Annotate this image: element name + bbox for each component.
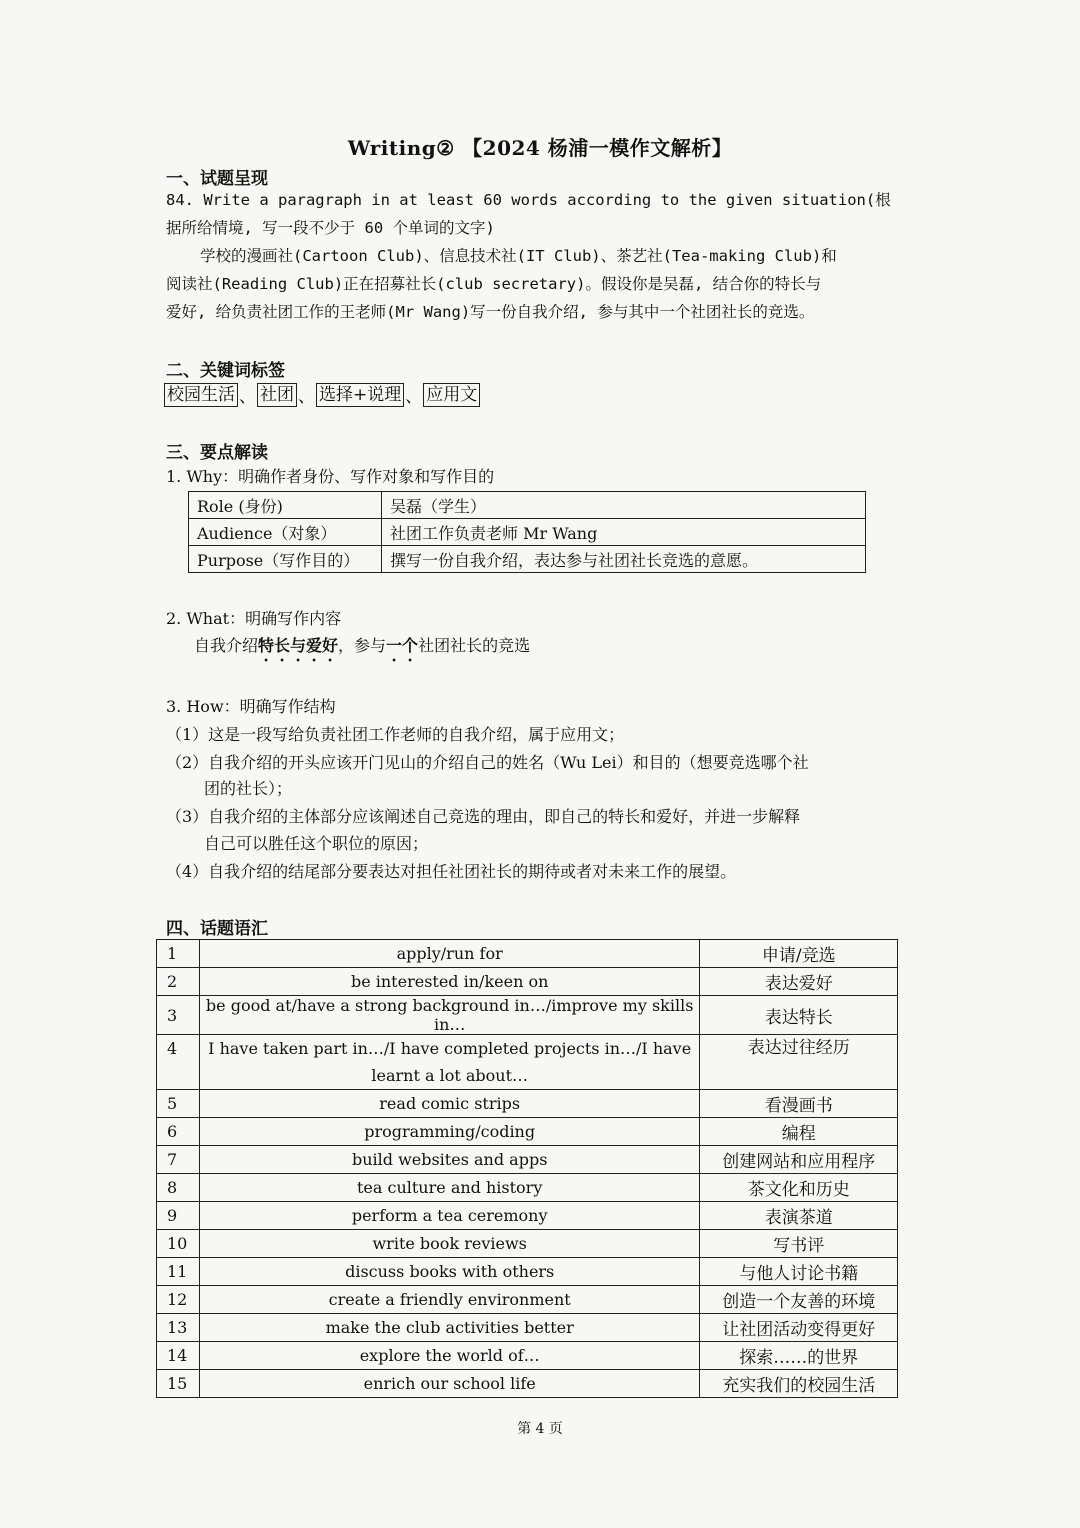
tag-separator: 、 <box>239 387 256 407</box>
table-row <box>157 1286 898 1314</box>
table-cell: Audience（对象） <box>189 519 382 546</box>
table-row <box>157 1230 898 1258</box>
row-number: 7 <box>157 1146 200 1174</box>
table-row <box>157 1258 898 1286</box>
table-cell: 撰写一份自我介绍，表达参与社团社长竞选的意愿。 <box>382 546 866 573</box>
prompt-line-3: 学校的漫画社(Cartoon Club)、信息技术社(IT Club)、茶艺社(Tea-making Club)和 <box>200 247 837 265</box>
prompt-line-1: 84. Write a paragraph in at least 60 words according to the given situation(根 <box>166 191 891 209</box>
row-number: 8 <box>157 1174 200 1202</box>
table-row <box>157 1202 898 1230</box>
how-item-cont: 团的社长）； <box>204 779 293 798</box>
chinese-meaning: 创建网站和应用程序 <box>700 1146 898 1174</box>
how-item: （1）这是一段写给负责社团工作老师的自我介绍，属于应用文； <box>166 725 625 744</box>
how-item: （4）自我介绍的结尾部分要表达对担任社团社长的期待或者对未来工作的展望。 <box>166 862 737 881</box>
row-number: 2 <box>157 968 200 996</box>
row-number: 3 <box>157 996 200 1035</box>
prompt-line-4: 阅读社(Reading Club)正在招募社长(club secretary)。假设你是吴磊, 结合你的特长与 <box>166 275 822 293</box>
chinese-meaning: 让社团活动变得更好 <box>700 1314 898 1342</box>
table-row <box>157 996 898 1035</box>
what-text-part: 社团社长的竞选 <box>418 636 531 655</box>
chinese-meaning: 申请/竞选 <box>700 940 898 968</box>
row-number: 12 <box>157 1286 200 1314</box>
how-item: （3）自我介绍的主体部分应该阐述自己竞选的理由，即自己的特长和爱好，并进一步解释 <box>166 807 801 826</box>
row-number: 11 <box>157 1258 200 1286</box>
table-row <box>157 1174 898 1202</box>
why-table <box>188 491 866 573</box>
english-phrase: tea culture and history <box>199 1174 700 1202</box>
english-phrase: build websites and apps <box>199 1146 700 1174</box>
chinese-meaning: 充实我们的校园生活 <box>700 1370 898 1398</box>
how-item-cont: 自己可以胜任这个职位的原因； <box>204 834 429 853</box>
chinese-meaning: 看漫画书 <box>700 1090 898 1118</box>
english-phrase: be good at/have a strong background in…/improve my skills in… <box>199 996 700 1035</box>
keyword-tags <box>164 382 480 407</box>
chinese-meaning: 茶文化和历史 <box>700 1174 898 1202</box>
chinese-meaning: 编程 <box>700 1118 898 1146</box>
page-number: 第 4 页 <box>517 1421 563 1437</box>
chinese-meaning: 表演茶道 <box>700 1202 898 1230</box>
table-row <box>189 492 866 519</box>
prompt-line-5: 爱好, 给负责社团工作的王老师(Mr Wang)写一份自我介绍, 参与其中一个社团社长的竞选。 <box>166 303 815 321</box>
row-number: 4 <box>157 1035 200 1090</box>
table-row <box>157 1146 898 1174</box>
table-cell: 社团工作负责老师 Mr Wang <box>382 519 866 546</box>
table-row <box>157 940 898 968</box>
tag-separator: 、 <box>405 387 423 407</box>
table-row <box>157 1314 898 1342</box>
why-heading: 1. Why：明确作者身份、写作对象和写作目的 <box>166 467 495 486</box>
row-number: 1 <box>157 940 200 968</box>
how-item: （2）自我介绍的开头应该开门见山的介绍自己的姓名（Wu Lei）和目的（想要竞选哪个社 <box>166 753 809 772</box>
table-cell: Role (身份) <box>189 492 382 519</box>
chinese-meaning: 表达过往经历 <box>700 1035 898 1090</box>
what-heading: 2. What：明确写作内容 <box>166 609 342 628</box>
english-phrase: read comic strips <box>199 1090 700 1118</box>
table-row <box>157 1035 898 1090</box>
row-number: 9 <box>157 1202 200 1230</box>
table-row <box>157 1090 898 1118</box>
table-row <box>157 1370 898 1398</box>
chinese-meaning: 与他人讨论书籍 <box>700 1258 898 1286</box>
how-heading: 3. How：明确写作结构 <box>166 697 336 716</box>
english-phrase: enrich our school life <box>199 1370 700 1398</box>
english-phrase: apply/run for <box>199 940 700 968</box>
row-number: 13 <box>157 1314 200 1342</box>
english-phrase: be interested in/keen on <box>199 968 700 996</box>
row-number: 15 <box>157 1370 200 1398</box>
emphasis-text: 一个 <box>386 636 419 655</box>
chinese-meaning: 表达爱好 <box>700 968 898 996</box>
section2-heading: 二、关键词标签 <box>166 361 285 381</box>
section3-heading: 三、要点解读 <box>166 443 268 463</box>
english-phrase: explore the world of… <box>199 1342 700 1370</box>
tag: 社团 <box>257 383 297 407</box>
what-text <box>194 632 530 665</box>
section1-heading: 一、试题呈现 <box>166 169 268 189</box>
table-row <box>157 968 898 996</box>
chinese-meaning: 表达特长 <box>700 996 898 1035</box>
table-row <box>157 1342 898 1370</box>
section4-heading: 四、话题语汇 <box>166 919 268 939</box>
english-phrase: I have taken part in…/I have completed projects in…/I have learnt a lot about… <box>199 1035 700 1090</box>
what-text-part: ，参与 <box>338 636 387 655</box>
tag: 选择+说理 <box>316 383 404 407</box>
english-phrase: create a friendly environment <box>199 1286 700 1314</box>
table-row <box>157 1118 898 1146</box>
row-number: 6 <box>157 1118 200 1146</box>
english-phrase: discuss books with others <box>199 1258 700 1286</box>
tag-separator: 、 <box>298 387 315 407</box>
chinese-meaning: 创造一个友善的环境 <box>700 1286 898 1314</box>
table-cell: 吴磊（学生） <box>382 492 866 519</box>
chinese-meaning: 探索……的世界 <box>700 1342 898 1370</box>
tag: 校园生活 <box>164 383 238 407</box>
table-cell: Purpose（写作目的） <box>189 546 382 573</box>
english-phrase: write book reviews <box>199 1230 700 1258</box>
english-phrase: make the club activities better <box>199 1314 700 1342</box>
row-number: 5 <box>157 1090 200 1118</box>
chinese-meaning: 写书评 <box>700 1230 898 1258</box>
vocab-table <box>156 939 898 1398</box>
what-text-part: 自我介绍 <box>194 636 259 655</box>
english-phrase: perform a tea ceremony <box>199 1202 700 1230</box>
row-number: 10 <box>157 1230 200 1258</box>
prompt-line-2: 据所给情境, 写一段不少于 60 个单词的文字) <box>166 219 495 237</box>
english-phrase: programming/coding <box>199 1118 700 1146</box>
table-row <box>189 546 866 573</box>
tag: 应用文 <box>423 383 480 407</box>
page-title: Writing② 【2024 杨浦一模作文解析】 <box>347 136 733 160</box>
emphasis-text: 特长与爱好 <box>258 636 339 655</box>
table-row <box>189 519 866 546</box>
row-number: 14 <box>157 1342 200 1370</box>
